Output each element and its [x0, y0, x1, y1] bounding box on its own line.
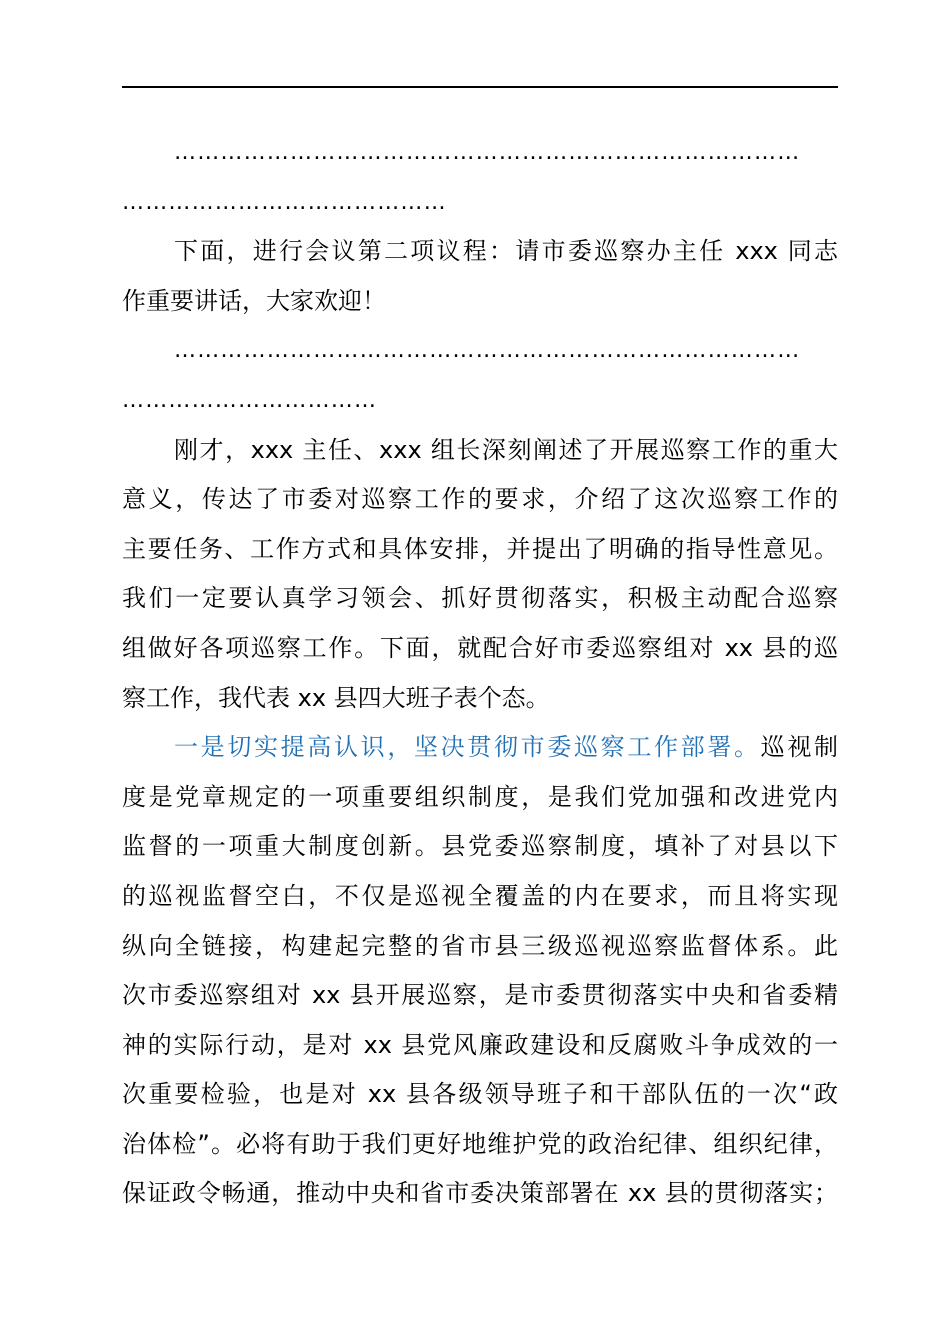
- ellipsis-row: ………………………………………………………………………: [174, 338, 801, 364]
- paragraph-line: [122, 723, 838, 773]
- paragraph-line: 治体检”。必将有助于我们更好地维护党的政治纪律、组织纪律，: [122, 1129, 838, 1158]
- ellipsis-row: ……………………………………: [122, 189, 447, 215]
- paragraph-line: 神的实际行动，是对 xx 县党风廉政建设和反腐败斗争成效的一: [122, 1030, 838, 1059]
- paragraph-line: 主要任务、工作方式和具体安排，并提出了明确的指导性意见。: [122, 534, 838, 563]
- section-heading: 一是切实提高认识，坚决贯彻市委巡察工作部署。: [174, 733, 761, 762]
- paragraph-line: 次重要检验，也是对 xx 县各级领导班子和干部队伍的一次“政: [122, 1080, 838, 1109]
- paragraph-line: 我们一定要认真学习领会、抓好贯彻落实，积极主动配合巡察: [122, 584, 838, 613]
- ellipsis-row: ……………………………: [122, 387, 378, 413]
- paragraph-line: 的巡视监督空白，不仅是巡视全覆盖的内在要求，而且将实现: [122, 881, 838, 910]
- ellipsis-row: ………………………………………………………………………: [174, 140, 801, 165]
- paragraph-line: 察工作，我代表 xx 县四大班子表个态。: [122, 683, 550, 712]
- paragraph-text: 巡视制: [760, 733, 839, 762]
- paragraph-line: 组做好各项巡察工作。下面，就配合好市委巡察组对 xx 县的巡: [122, 633, 838, 662]
- paragraph-line: 纵向全链接，构建起完整的省市县三级巡视巡察监督体系。此: [122, 931, 838, 960]
- paragraph-line: 下面，进行会议第二项议程：请市委巡察办主任 xxx 同志: [174, 237, 838, 266]
- paragraph-line: 次市委巡察组对 xx 县开展巡察，是市委贯彻落实中央和省委精: [122, 981, 838, 1010]
- paragraph-line: 作重要讲话，大家欢迎！: [122, 286, 386, 315]
- paragraph-line: 度是党章规定的一项重要组织制度，是我们党加强和改进党内: [122, 782, 838, 811]
- paragraph-line: 保证政令畅通，推动中央和省市委决策部署在 xx 县的贯彻落实；: [122, 1179, 838, 1208]
- document-body: [122, 128, 838, 1219]
- paragraph-line: 监督的一项重大制度创新。县党委巡察制度，填补了对县以下: [122, 832, 838, 861]
- paragraph-line: 意义，传达了市委对巡察工作的要求，介绍了这次巡察工作的: [122, 485, 838, 514]
- header-rule: [122, 86, 838, 88]
- paragraph-line: 刚才，xxx 主任、xxx 组长深刻阐述了开展巡察工作的重大: [174, 435, 838, 464]
